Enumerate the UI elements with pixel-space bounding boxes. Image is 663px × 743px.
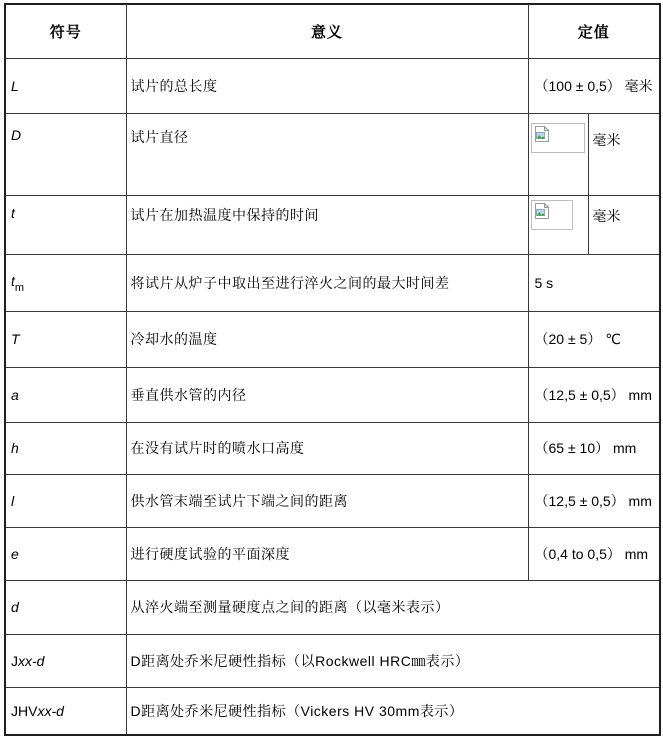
symbol-text: l — [11, 492, 15, 509]
table-row — [5, 634, 660, 687]
broken-image-placeholder — [531, 200, 573, 230]
symbol-subscript: m — [14, 282, 25, 295]
meaning-cell: 试片的总长度 — [126, 58, 528, 113]
table-row — [5, 311, 660, 367]
symbol-cell — [5, 254, 126, 311]
symbol-text: e — [11, 545, 19, 562]
symbol-text: d — [11, 599, 19, 615]
value-cell: （20 ± 5） ℃ — [528, 311, 660, 367]
symbol-cell — [5, 58, 126, 113]
meaning-cell: 将试片从炉子中取出至进行淬火之间的最大时间差 — [126, 254, 528, 311]
meaning-cell: 进行硬度试验的平面深度 — [126, 527, 528, 580]
header-symbol: 符号 — [5, 4, 126, 58]
table-row — [5, 527, 660, 580]
value-cell: （65 ± 10） mm — [528, 422, 660, 474]
symbol-text: xx-d — [37, 702, 64, 719]
meaning-cell: 试片直径 — [126, 113, 528, 195]
table-row — [5, 687, 660, 735]
unit-cell: 毫米 — [588, 195, 660, 254]
symbol-cell — [5, 634, 126, 687]
value-cell: 5 s — [528, 254, 660, 311]
value-cell: （0,4 to 0,5） mm — [528, 527, 660, 580]
table-row — [5, 474, 660, 527]
meaning-cell: 垂直供水管的内径 — [126, 367, 528, 422]
unit-cell: 毫米 — [588, 113, 660, 195]
symbol-text: t — [11, 204, 15, 221]
symbol-text: t — [11, 272, 15, 289]
symbol-text: L — [11, 77, 19, 94]
table-header-row — [5, 4, 660, 58]
table-row — [5, 367, 660, 422]
meaning-cell: 从淬火端至测量硬度点之间的距离（以毫米表示） — [126, 580, 660, 634]
symbol-text: a — [11, 386, 19, 403]
symbol-cell — [5, 580, 126, 634]
table-row — [5, 422, 660, 474]
value-cell: （100 ± 0,5） 毫米 — [528, 58, 660, 113]
symbol-cell — [5, 113, 126, 195]
jominy-symbol-table — [4, 3, 661, 736]
broken-image-icon — [534, 126, 550, 142]
table-row — [5, 195, 660, 254]
meaning-cell: D距离处乔米尼硬性指标（以Rockwell HRC㎜表示） — [126, 634, 660, 687]
meaning-cell: 试片在加热温度中保持的时间 — [126, 195, 528, 254]
symbol-cell — [5, 687, 126, 735]
symbol-cell — [5, 422, 126, 474]
symbol-text: T — [11, 331, 20, 347]
symbol-prefix: JHV — [11, 702, 38, 719]
meaning-cell: 冷却水的温度 — [126, 311, 528, 367]
table-row — [5, 58, 660, 113]
header-meaning: 意义 — [126, 4, 528, 58]
value-cell: （12,5 ± 0,5） mm — [528, 367, 660, 422]
symbol-text: D — [11, 126, 22, 143]
broken-image-placeholder — [531, 123, 585, 153]
symbol-cell — [5, 474, 126, 527]
meaning-cell: 供水管末端至试片下端之间的距离 — [126, 474, 528, 527]
symbol-prefix: J — [11, 652, 18, 669]
symbol-text: xx-d — [18, 652, 45, 669]
symbol-cell — [5, 527, 126, 580]
table-row — [5, 580, 660, 634]
meaning-cell: D距离处乔米尼硬性指标（Vickers HV 30mm表示） — [126, 687, 660, 735]
value-cell: （12,5 ± 0,5） mm — [528, 474, 660, 527]
value-image-cell — [528, 195, 588, 254]
symbol-cell — [5, 367, 126, 422]
table-row — [5, 113, 660, 195]
broken-image-icon — [534, 203, 550, 219]
symbol-text: h — [11, 440, 19, 456]
symbol-cell — [5, 311, 126, 367]
table-row — [5, 254, 660, 311]
symbol-cell — [5, 195, 126, 254]
meaning-cell: 在没有试片时的喷水口高度 — [126, 422, 528, 474]
value-image-cell — [528, 113, 588, 195]
header-value: 定值 — [528, 4, 660, 58]
